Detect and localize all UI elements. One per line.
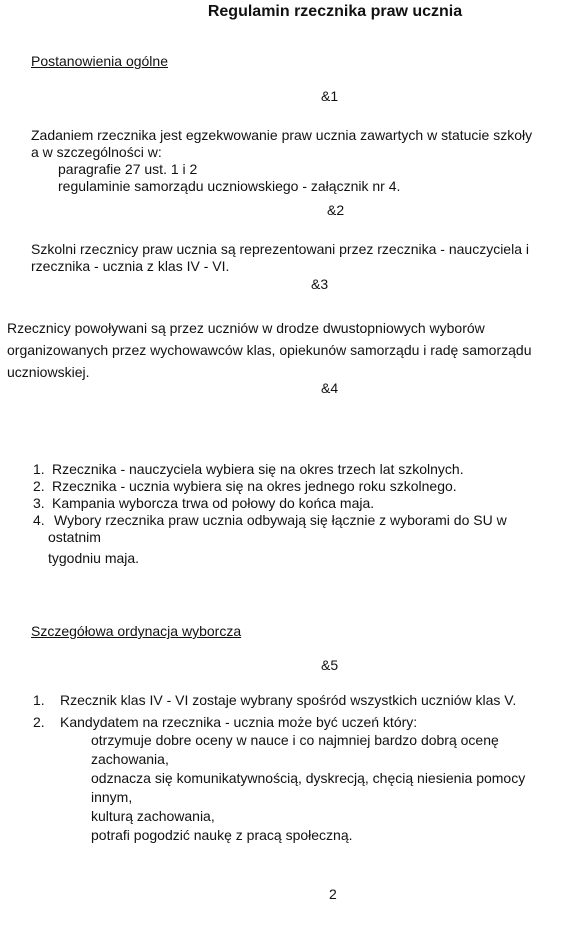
list-item-number: 1. [33, 692, 45, 708]
list-item [33, 714, 525, 731]
list-item-text: Rzecznik klas IV - VI zostaje wybrany spośród wszystkich uczniów klas V. [60, 692, 517, 708]
paragraph-1-item-1: paragrafie 27 ust. 1 i 2 [58, 161, 198, 177]
criterion-2-line-2: innym, [91, 789, 133, 805]
list-item-number: 2. [33, 714, 45, 730]
candidate-criteria [33, 731, 525, 845]
section-heading-election-rules: Szczegółowa ordynacja wyborcza [31, 623, 242, 639]
list-item [33, 478, 507, 495]
list-item-text: Kandydatem na rzecznika - ucznia może być uczeń który: [60, 714, 418, 730]
list-item [33, 461, 507, 478]
list-item-number: 2. [33, 478, 45, 494]
paragraph-marker-1: &1 [321, 88, 339, 104]
paragraph-1-line-2: a w szczególności w: [31, 144, 162, 160]
paragraph-1-item-2: regulaminie samorządu uczniowskiego - załącznik nr 4. [58, 178, 401, 194]
paragraph-2-text [31, 241, 529, 275]
list-item-continuation: ostatnim [48, 529, 101, 545]
paragraph-5-list [33, 692, 525, 845]
paragraph-marker-3: &3 [311, 276, 329, 292]
document-title: Regulamin rzecznika praw ucznia [207, 3, 463, 20]
criterion-2-line-1: odznacza się komunikatywnością, dyskrecją, chęcią niesienia pomocy [91, 770, 526, 786]
list-item-text: Rzecznika - ucznia wybiera się na okres jednego roku szkolnego. [52, 478, 457, 494]
list-item-number: 3. [33, 495, 45, 511]
paragraph-3-line-1: Rzecznicy powoływani są przez uczniów w drodze dwustopniowych wyborów [7, 320, 485, 336]
criterion-3: kulturą zachowania, [91, 808, 215, 824]
paragraph-2-line-2: rzecznika - ucznia z klas IV - VI. [31, 258, 230, 274]
list-item [33, 692, 525, 709]
paragraph-1-line-1: Zadaniem rzecznika jest egzekwowanie praw ucznia zawartych w statucie szkoły [31, 127, 533, 143]
paragraph-2-line-1: Szkolni rzecznicy praw ucznia są reprezentowani przez rzecznika - nauczyciela i [31, 241, 529, 257]
page-number: 2 [329, 886, 337, 902]
list-item-text: Rzecznika - nauczyciela wybiera się na okres trzech lat szkolnych. [52, 461, 464, 477]
list-item-number: 1. [33, 461, 45, 477]
paragraph-4-list [33, 461, 507, 567]
list-item-text: Kampania wyborcza trwa od połowy do końca maja. [52, 495, 375, 511]
section-heading-general: Postanowienia ogólne [31, 53, 168, 69]
paragraph-marker-5: &5 [321, 657, 339, 673]
criterion-1-line-2: zachowania, [91, 751, 169, 767]
paragraph-3-text [7, 317, 531, 383]
criterion-4: potrafi pogodzić naukę z pracą społeczną. [91, 827, 353, 843]
paragraph-3-line-3: uczniowskiej. [7, 364, 90, 380]
paragraph-3-line-2: organizowanych przez wychowawców klas, opiekunów samorządu i radę samorządu [7, 342, 532, 358]
list-item-number: 4. [33, 512, 45, 528]
paragraph-marker-2: &2 [327, 202, 345, 218]
list-item-continuation: tygodniu maja. [48, 550, 140, 566]
criterion-1-line-1: otrzymuje dobre oceny w nauce i co najmniej bardzo dobrą ocenę [91, 732, 499, 748]
paragraph-marker-4: &4 [321, 380, 339, 396]
list-item [33, 512, 507, 529]
list-item-text: Wybory rzecznika praw ucznia odbywają się łącznie z wyborami do SU w [54, 512, 507, 528]
paragraph-1-text [31, 127, 532, 195]
list-item [33, 495, 507, 512]
